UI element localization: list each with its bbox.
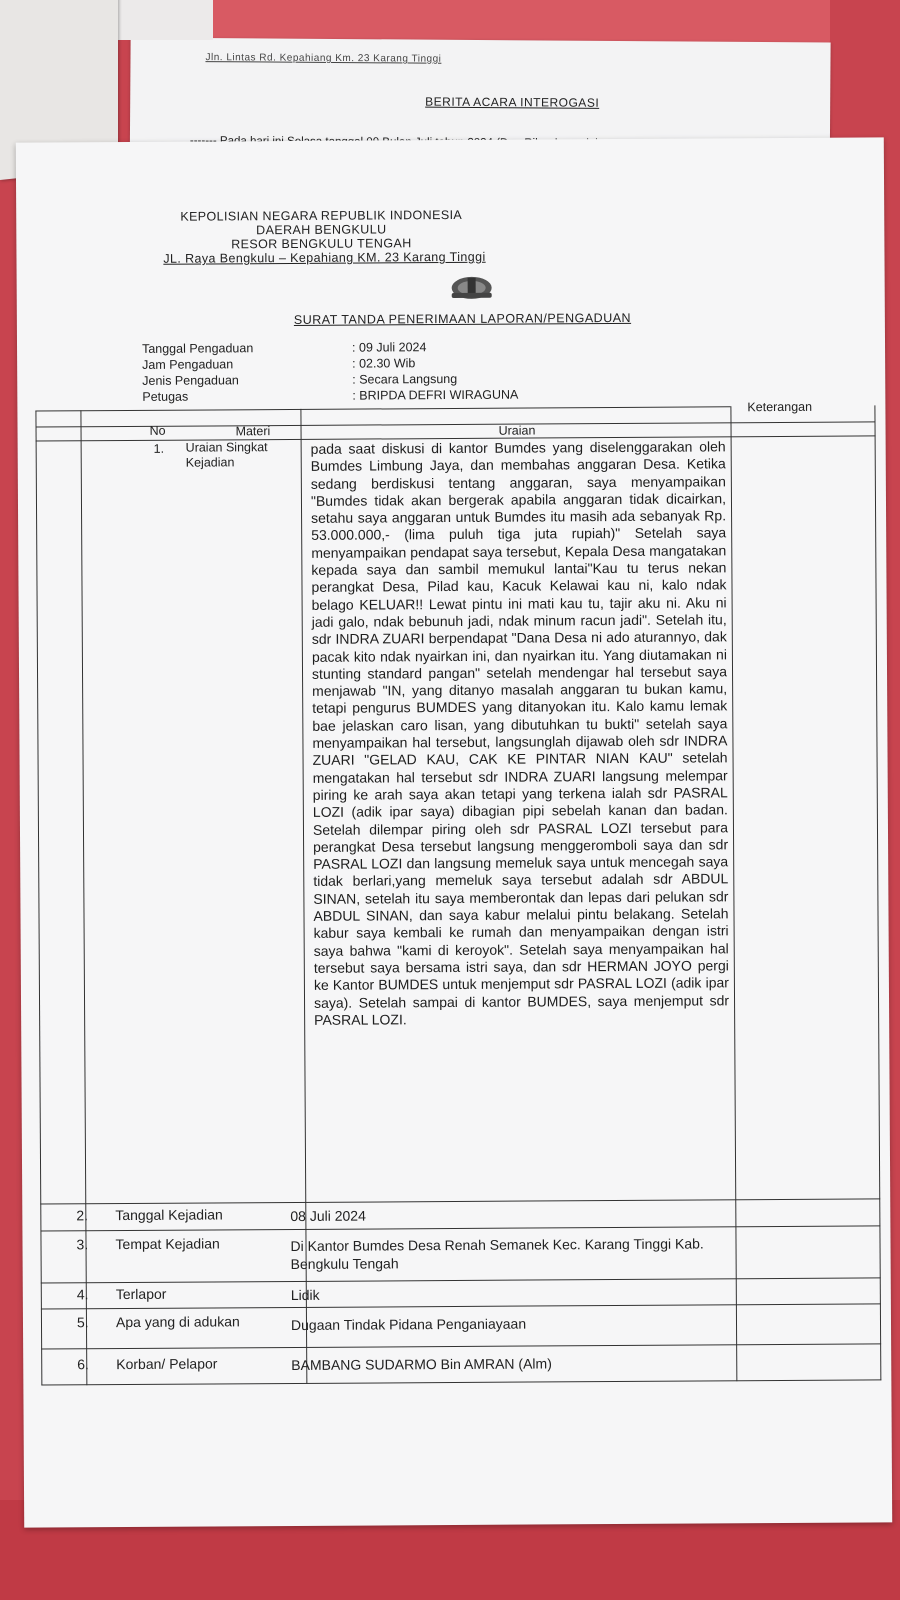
meta-value: : 02.30 Wib xyxy=(352,356,416,371)
meta-label: Tanggal Pengaduan xyxy=(141,341,254,356)
letterhead-agency: KEPOLISIAN NEGARA REPUBLIK INDONESIA xyxy=(180,207,463,224)
document-title: SURAT TANDA PENERIMAAN LAPORAN/PENGADUAN xyxy=(293,310,632,327)
underlying-title: BERITA ACARA INTEROGASI xyxy=(425,94,600,110)
meta-row xyxy=(142,340,426,356)
police-emblem-icon xyxy=(449,273,495,301)
complaint-receipt-document xyxy=(16,137,892,1527)
meta-row xyxy=(142,388,518,404)
row-uraian: BAMBANG SUDARMO Bin AMRAN (Alm) xyxy=(291,1355,552,1374)
row-number: 5. xyxy=(76,1314,89,1331)
row-uraian: Lidik xyxy=(290,1286,320,1304)
row-materi: Uraian Singkat Kejadian xyxy=(185,440,268,470)
row-uraian: 08 Juli 2024 xyxy=(290,1207,366,1225)
incident-narrative: pada saat diskusi di kantor Bumdes yang diselenggarakan oleh Bumdes Limbung Jaya, dan membahas anggaran Desa. Ketika sedang berdiskusi tentang anggaran, saya menyampaikan "Bumdes tidak akan bergerak apabila anggaran tidak dicairkan, setahu saya anggaran untuk Bumdes itu masih ada sebanyak Rp. 53.000.000,- (lima puluh tiga juta rupiah)" Setelah saya menyampaikan pendapat saya tersebut, Kepala Desa mangatakan kepada saya dan sambil memukul lantai"Kau tu terus nekan perangkat Desa, Pilad kau, Kacuk Kelawai kau ni, kalo ndak belago KELUAR!! Lewat pintu ini mati kau tu, tajir aku ni. Aku ni jadi galo, ndak bebunuh jadi, ndak minum racun jadi". Setelah itu, sdr INDRA ZUARI berpendapat "Dana Desa ni ado aturannyo, dak pacak kito ndak nyairkan ini, dan nyairkan itu. Yang diutamakan ni stunting standard pangan" setelah mendengar hal tersebut saya menjawab "IN, yang ditanyo masalah anggaran tu bukan kamu, tetapi pengurus BUMDES yang ditanyokan itu. Kalo kamu lemak bae jelaskan caro lisan, yang dibutuhkan tu bukti" setelah saya menyampaikan hal tersebut, langsunglah dijawab oleh sdr INDRA ZUARI "GELAD KAU, CAK KE PINTAR NIAN KAU" setelah mengatakan hal tersebut sdr INDRA ZUARI langsung melempar piring ke arah saya akan tetapi yang terkena ialah sdr PASRAL LOZI (adik ipar saya) dibagian pipi sebelah kanan dan badan. Setelah dilempar piring oleh sdr PASRAL LOZI tersebut para perangkat Desa tersebut langsung menggeromboli saya dan sdr PASRAL LOZI dan langsung memeluk saya untuk mencegah saya tidak berlari,yang memeluk saya tersebut adalah sdr ABDUL SINAN, setelah itu saya memberontak dan lepas dari pelukan sdr ABDUL SINAN, dan saya kabur melalui pintu belakang. Setelah kabur saya kembali ke rumah dan menyampaikan dengan istri saya bahwa "kami di keroyok". Setelah saya menyampaikan hal tersebut saya bersama istri saya, dan sdr HERMAN JOYO pergi ke Kantor BUMDES untuk menjemput sdr PASRAL LOZI (adik ipar saya). Setelah sampai di kantor BUMDES, saya menjemput sdr PASRAL LOZI. xyxy=(310,438,730,1028)
letterhead-region: DAERAH BENGKULU xyxy=(256,222,387,238)
report-table xyxy=(35,399,881,1385)
row-number: 1. xyxy=(153,441,165,456)
row-materi: Apa yang di adukan xyxy=(115,1313,240,1331)
header-no: No xyxy=(149,423,166,438)
row-materi: Terlapor xyxy=(115,1285,167,1303)
row-materi: Korban/ Pelapor xyxy=(116,1355,218,1373)
row-uraian: Di Kantor Bumdes Desa Renah Semanek Kec. Karang Tinggi Kab. Bengkulu Tengah xyxy=(290,1235,704,1273)
meta-value: : BRIPDA DEFRI WIRAGUNA xyxy=(352,387,519,403)
meta-row xyxy=(142,356,415,372)
meta-value: : 09 Juli 2024 xyxy=(351,340,427,355)
letterhead-address: JL. Raya Bengkulu – Kepahiang KM. 23 Karang Tinggi xyxy=(163,249,486,266)
row-materi: Tanggal Kejadian xyxy=(115,1206,223,1224)
meta-label: Petugas xyxy=(142,389,189,404)
header-keterangan: Keterangan xyxy=(747,399,813,415)
underlying-header: Jln. Lintas Rd. Kepahiang Km. 23 Karang Tinggi xyxy=(205,52,442,65)
meta-row xyxy=(142,372,457,388)
row-uraian: Dugaan Tindak Pidana Penganiayaan xyxy=(290,1315,527,1334)
meta-value: : Secara Langsung xyxy=(352,371,458,387)
meta-label: Jam Pengaduan xyxy=(142,357,234,372)
row-number: 4. xyxy=(76,1286,89,1303)
header-uraian: Uraian xyxy=(498,423,536,438)
paper-scrap xyxy=(118,0,213,40)
header-materi: Materi xyxy=(235,424,271,439)
meta-label: Jenis Pengaduan xyxy=(142,373,239,388)
row-number: 2. xyxy=(76,1207,89,1224)
row-materi: Tempat Kejadian xyxy=(115,1235,220,1253)
letterhead-resort: RESOR BENGKULU TENGAH xyxy=(231,236,412,252)
row-number: 6. xyxy=(77,1356,89,1373)
row-number: 3. xyxy=(76,1236,89,1253)
